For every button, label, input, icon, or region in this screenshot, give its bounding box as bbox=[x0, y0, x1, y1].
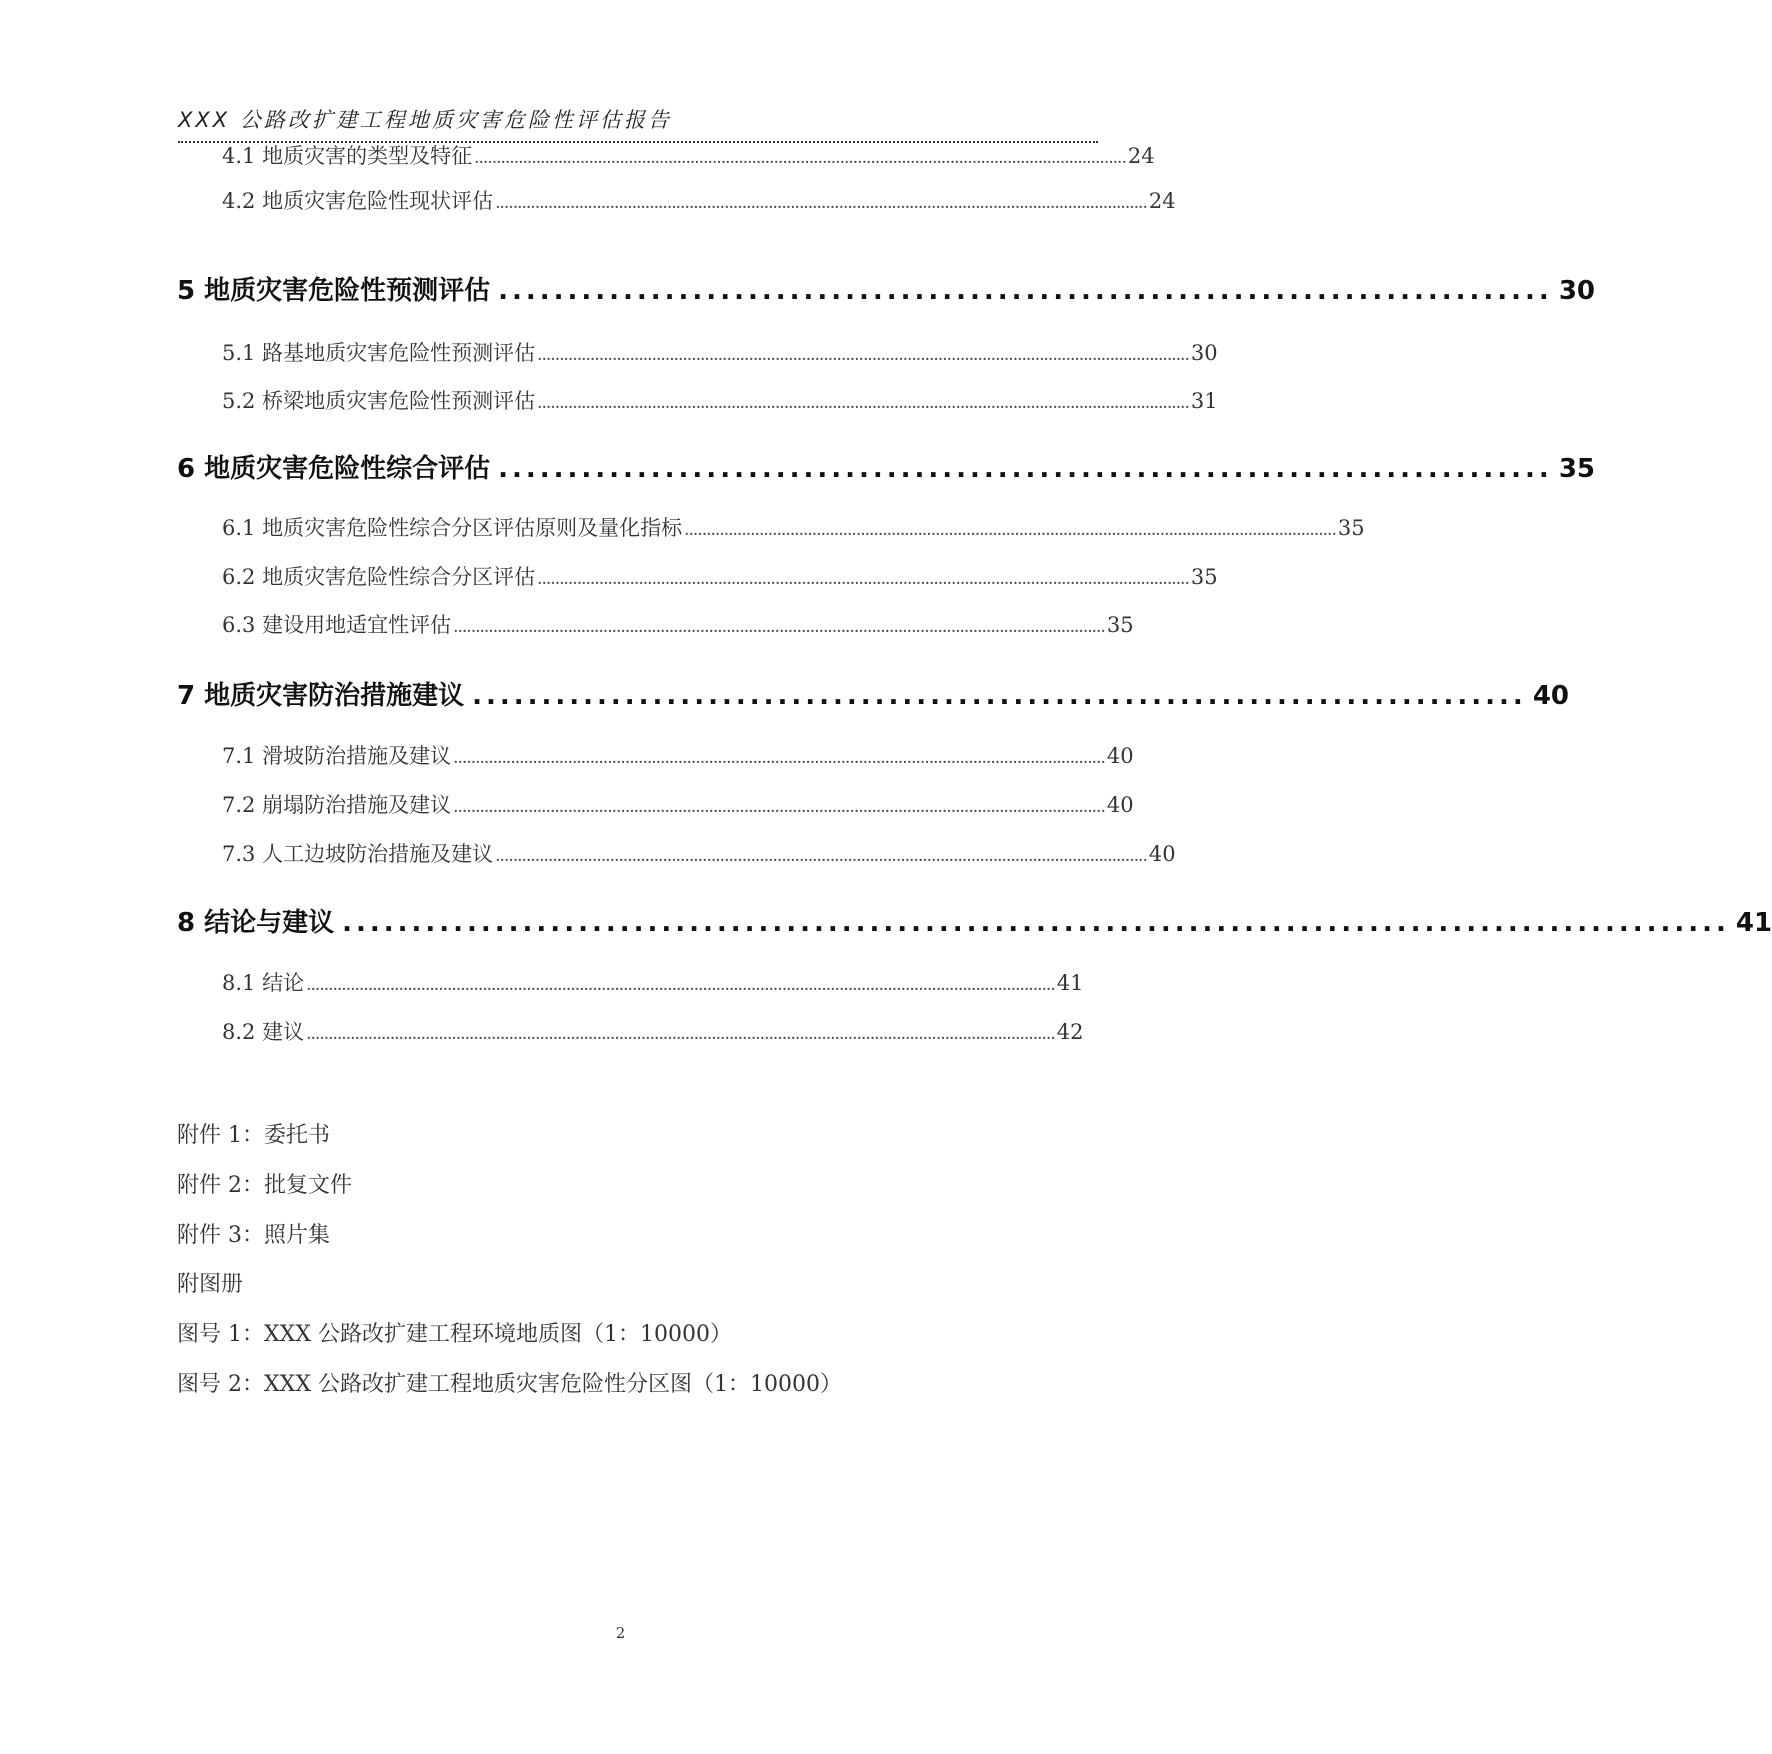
toc-entry-title: 8.2 建议 bbox=[222, 1020, 305, 1044]
toc-leader-dots: ............................................................................ bbox=[472, 681, 1527, 711]
toc-chapter-page: 35 bbox=[1558, 454, 1595, 484]
toc-entry[interactable] bbox=[222, 1016, 1084, 1046]
toc-entry[interactable] bbox=[222, 789, 1134, 819]
appendix-item: 附件 1：委托书 bbox=[177, 1123, 330, 1148]
toc-entry-title: 7.1 滑坡防治措施及建议 bbox=[222, 744, 452, 768]
toc-leader-dots: ............................................................................ bbox=[498, 276, 1553, 306]
appendix-item: 附件 2：批复文件 bbox=[177, 1173, 352, 1198]
toc-chapter-page: 30 bbox=[1558, 276, 1595, 306]
toc-leader-dots: .................................................................................................................................................... bbox=[453, 748, 1105, 768]
toc-leader-dots: .................................................................................................................................................... bbox=[684, 520, 1336, 540]
page-number: 2 bbox=[615, 1624, 626, 1642]
toc-chapter-title: 6 地质灾害危险性综合评估 bbox=[177, 454, 491, 484]
toc-leader-dots: .......................................................................................................................................................................... bbox=[306, 1024, 1055, 1044]
toc-entry[interactable] bbox=[222, 967, 1084, 997]
toc-entry-page: 40 bbox=[1106, 744, 1134, 768]
toc-entry-title: 6.3 建设用地适宜性评估 bbox=[222, 613, 452, 637]
toc-entry-title: 4.2 地质灾害危险性现状评估 bbox=[222, 189, 494, 213]
toc-entry-title: 7.2 崩塌防治措施及建议 bbox=[222, 793, 452, 817]
toc-entry-page: 24 bbox=[1127, 144, 1155, 168]
toc-entry[interactable] bbox=[222, 337, 1218, 367]
toc-entry-page: 35 bbox=[1337, 516, 1365, 540]
toc-leader-dots: .................................................................................................................................................... bbox=[537, 569, 1189, 589]
toc-entry[interactable] bbox=[222, 609, 1134, 639]
toc-leader-dots: .......................................................................................................................................................................... bbox=[306, 975, 1055, 995]
toc-chapter[interactable] bbox=[177, 675, 1569, 712]
toc-entry-page: 35 bbox=[1190, 565, 1218, 589]
toc-entry[interactable] bbox=[222, 185, 1176, 215]
toc-entry-page: 30 bbox=[1190, 341, 1218, 365]
toc-leader-dots: .................................................................................................................................................... bbox=[537, 393, 1189, 413]
toc-entry-page: 31 bbox=[1190, 389, 1218, 413]
toc-chapter-title: 5 地质灾害危险性预测评估 bbox=[177, 276, 491, 306]
toc-leader-dots: ............................................................................ bbox=[498, 454, 1553, 484]
toc-entry-title: 4.1 地质灾害的类型及特征 bbox=[222, 144, 473, 168]
toc-entry-page: 40 bbox=[1148, 842, 1176, 866]
toc-entry-title: 7.3 人工边坡防治措施及建议 bbox=[222, 842, 494, 866]
toc-entry-title: 5.1 路基地质灾害危险性预测评估 bbox=[222, 341, 536, 365]
appendix-item: 附件 3：照片集 bbox=[177, 1223, 330, 1248]
toc-leader-dots: .................................................................................................................................................... bbox=[537, 345, 1189, 365]
toc-leader-dots: .................................................................................................................................................... bbox=[453, 797, 1105, 817]
appendix-item: 图号 1：XXX 公路改扩建工程环境地质图（1：10000） bbox=[177, 1322, 732, 1347]
toc-entry-page: 40 bbox=[1106, 793, 1134, 817]
toc-entry-page: 24 bbox=[1148, 189, 1176, 213]
toc-leader-dots: .................................................................................................................................................... bbox=[495, 846, 1147, 866]
toc-entry-page: 42 bbox=[1056, 1020, 1084, 1044]
toc-entry-title: 5.2 桥梁地质灾害危险性预测评估 bbox=[222, 389, 536, 413]
toc-entry[interactable] bbox=[222, 385, 1218, 415]
appendix-item: 附图册 bbox=[177, 1272, 244, 1297]
appendix-item: 图号 2：XXX 公路改扩建工程地质灾害危险性分区图（1：10000） bbox=[177, 1372, 842, 1397]
toc-entry[interactable] bbox=[222, 140, 1155, 170]
toc-entry[interactable] bbox=[222, 512, 1365, 542]
toc-entry-page: 35 bbox=[1106, 613, 1134, 637]
toc-chapter-title: 7 地质灾害防治措施建议 bbox=[177, 681, 465, 711]
toc-chapter-title: 8 结论与建议 bbox=[177, 908, 335, 938]
toc-chapter[interactable] bbox=[177, 270, 1595, 307]
toc-chapter[interactable] bbox=[177, 448, 1595, 485]
toc-chapter[interactable] bbox=[177, 902, 1772, 939]
toc-entry-page: 41 bbox=[1056, 971, 1084, 995]
running-header: XXX 公路改扩建工程地质灾害危险性评估报告 bbox=[178, 108, 672, 132]
toc-leader-dots: .................................................................................................................................................... bbox=[474, 148, 1126, 168]
toc-leader-dots: .................................................................................................... bbox=[342, 908, 1730, 938]
toc-entry[interactable] bbox=[222, 740, 1134, 770]
toc-entry-title: 6.1 地质灾害危险性综合分区评估原则及量化指标 bbox=[222, 516, 683, 540]
toc-chapter-page: 41 bbox=[1735, 908, 1772, 938]
toc-entry[interactable] bbox=[222, 561, 1218, 591]
toc-entry-title: 8.1 结论 bbox=[222, 971, 305, 995]
toc-leader-dots: .................................................................................................................................................... bbox=[453, 617, 1105, 637]
toc-entry[interactable] bbox=[222, 838, 1176, 868]
toc-chapter-page: 40 bbox=[1532, 681, 1569, 711]
toc-entry-title: 6.2 地质灾害危险性综合分区评估 bbox=[222, 565, 536, 589]
toc-leader-dots: .................................................................................................................................................... bbox=[495, 193, 1147, 213]
